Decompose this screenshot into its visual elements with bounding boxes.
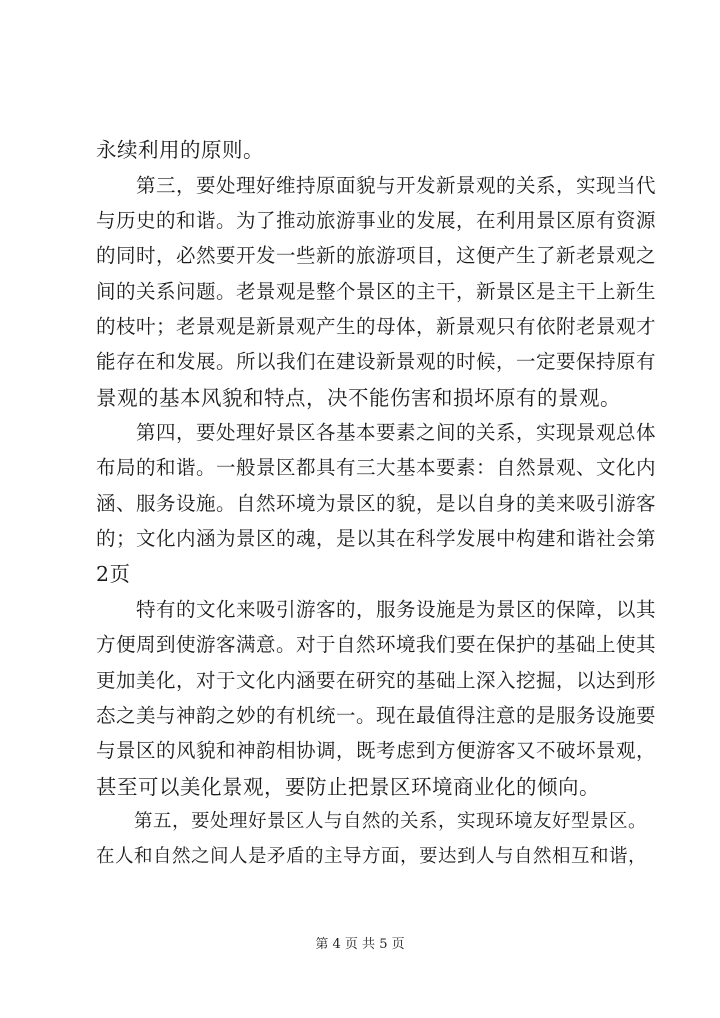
page-marker: 2页 bbox=[96, 562, 131, 586]
page-footer: 第 4 页 共 5 页 bbox=[315, 937, 405, 952]
text-line: 第三，要处理好维持原面貌与开发新景观的关系，实现当代 bbox=[96, 174, 657, 197]
text-line: 特有的文化来吸引游客的，服务设施是为景区的保障，以其 bbox=[96, 598, 657, 621]
text-line: 的同时，必然要开发一些新的旅游项目，这便产生了新老景观之 bbox=[96, 244, 657, 267]
text-line: 第四，要处理好景区各基本要素之间的关系，实现景观总体 bbox=[96, 421, 657, 444]
text-line: 布局的和谐。一般景区都具有三大基本要素：自然景观、文化内 bbox=[96, 456, 657, 479]
text-line: 态之美与神韵之妙的有机统一。现在最值得注意的是服务设施要 bbox=[96, 704, 657, 727]
text-line: 的；文化内涵为景区的魂，是以其在科学发展中构建和谐社会第 bbox=[96, 527, 657, 550]
text-line: 的枝叶；老景观是新景观产生的母体，新景观只有依附老景观才 bbox=[96, 315, 657, 338]
text-line: 方便周到使游客满意。对于自然环境我们要在保护的基础上使其 bbox=[96, 633, 657, 656]
text-line: 涵、服务设施。自然环境为景区的貌，是以自身的美来吸引游客 bbox=[96, 492, 657, 515]
text-line: 与景区的风貌和神韵相协调，既考虑到方便游客又不破坏景观， bbox=[96, 739, 657, 762]
text-line: 能存在和发展。所以我们在建设新景观的时候，一定要保持原有 bbox=[96, 350, 657, 373]
text-line: 与历史的和谐。为了推动旅游事业的发展，在利用景区原有资源 bbox=[96, 209, 657, 232]
text-line: 第五，要处理好景区人与自然的关系，实现环境友好型景区。 bbox=[96, 811, 648, 832]
text-line: 甚至可以美化景观，要防止把景区环境商业化的倾向。 bbox=[96, 775, 600, 799]
text-line: 在人和自然之间人是矛盾的主导方面，要达到人与自然相互和谐， bbox=[96, 846, 648, 867]
text-line: 更加美化，对于文化内涵要在研究的基础上深入挖掘，以达到形 bbox=[96, 669, 657, 692]
text-line: 景观的基本风貌和特点，决不能伤害和损坏原有的景观。 bbox=[96, 386, 621, 410]
text-line: 永续利用的原则。 bbox=[96, 138, 264, 162]
text-line: 间的关系问题。老景观是整个景区的主干，新景区是主干上新生 bbox=[96, 280, 657, 303]
